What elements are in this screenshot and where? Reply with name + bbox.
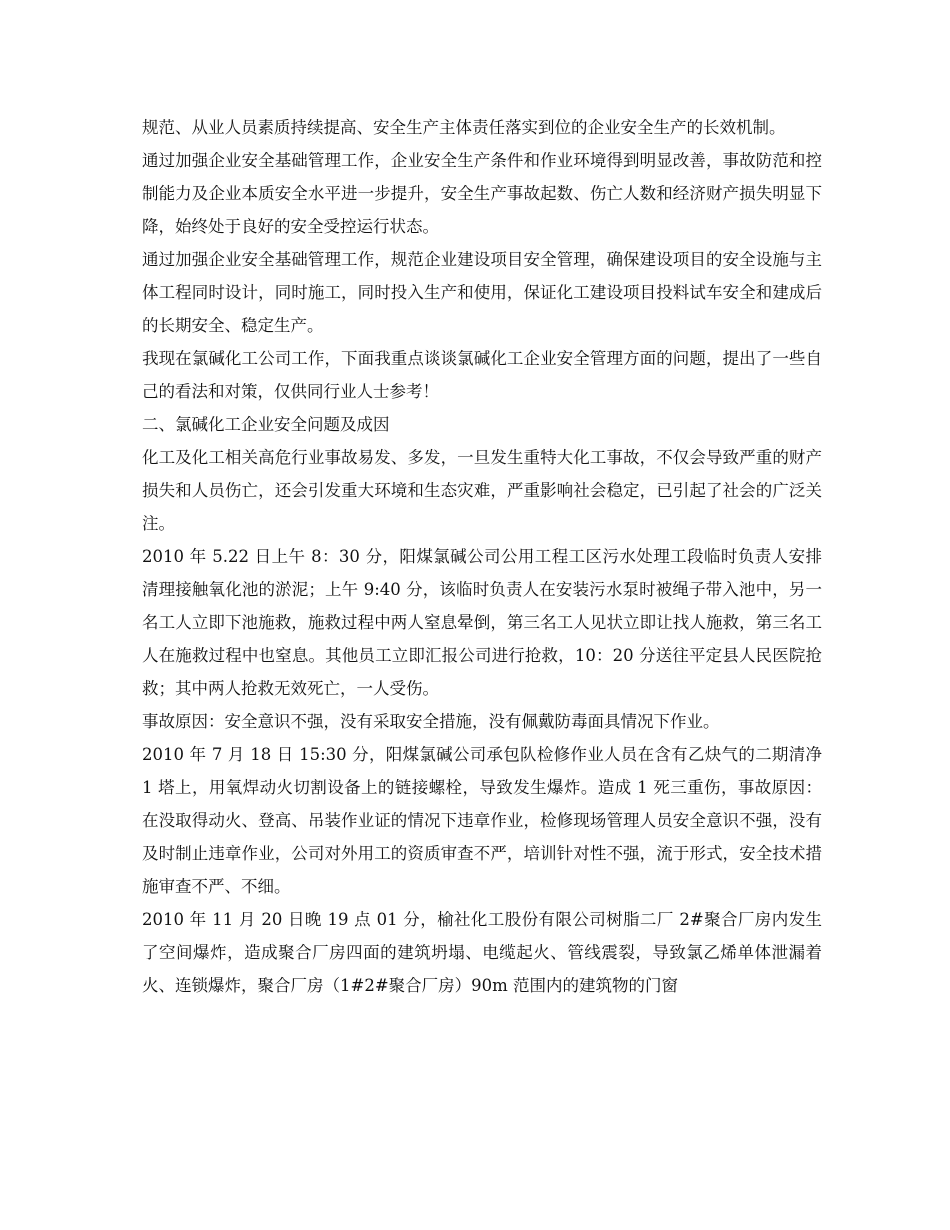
paragraph-mechanism: 规范、从业人员素质持续提高、安全生产主体责任落实到位的企业安全生产的长效机制。 [142, 118, 786, 137]
section-heading: 二、氯碱化工企业安全问题及成因 [142, 415, 390, 434]
paragraph-accident-may: 2010 年 5.22 日上午 8：30 分，阳煤氯碱公司公用工程工区污水处理工段临时负责人安排清理接触氧化池的淤泥；上午 9:40 分，该临时负责人在安装污水泵时被绳子带入池中，另一名工人立即下池施救，施救过程中两人窒息晕倒，第三名工人见状立即让找人施救，第三名工人在施救过程中也窒息。其他员工立即汇报公司进行抢救，10：20 分送往平定县人民医院抢救；其中两人抢救无效死亡，一人受伤。 [142, 547, 822, 698]
paragraph-project-safety: 通过加强企业安全基础管理工作，规范企业建设项目安全管理，确保建设项目的安全设施与主体工程同时设计，同时施工，同时投入生产和使用，保证化工建设项目投料试车安全和建成后的长期安全、稳定生产。 [142, 250, 822, 335]
paragraph-accident-cause: 事故原因：安全意识不强，没有采取安全措施，没有佩戴防毒面具情况下作业。 [142, 712, 720, 731]
paragraph-industry-risk: 化工及化工相关高危行业事故易发、多发，一旦发生重特大化工事故，不仅会导致严重的财产损失和人员伤亡，还会引发重大环境和生态灾难，严重影响社会稳定，已引起了社会的广泛关注。 [142, 448, 822, 533]
paragraph-accident-july: 2010 年 7 月 18 日 15:30 分，阳煤氯碱公司承包队检修作业人员在含有乙炔气的二期清净 1 塔上，用氧焊动火切割设备上的链接螺栓，导致发生爆炸。造成 1 死三重伤，事故原因：在没取得动火、登高、吊装作业证的情况下违章作业，检修现场管理人员安全意识不强，没有及时制止违章作业，公司对外用工的资质审查不严，培训针对性不强，流于形式，安全技术措施审查不严、不细。 [142, 745, 822, 896]
paragraph-environment-improvement: 通过加强企业安全基础管理工作，企业安全生产条件和作业环境得到明显改善，事故防范和控制能力及企业本质安全水平进一步提升，安全生产事故起数、伤亡人数和经济财产损失明显下降，始终处于良好的安全受控运行状态。 [142, 151, 822, 236]
paragraph-accident-november: 2010 年 11 月 20 日晚 19 点 01 分，榆社化工股份有限公司树脂二厂 2#聚合厂房内发生了空间爆炸，造成聚合厂房四面的建筑坍塌、电缆起火、管线震裂，导致氯乙烯单体泄漏着火、连锁爆炸，聚合厂房（1#2#聚合厂房）90m 范围内的建筑物的门窗 [142, 910, 822, 995]
document-body [142, 111, 822, 1002]
paragraph-author-intro: 我现在氯碱化工公司工作，下面我重点谈谈氯碱化工企业安全管理方面的问题，提出了一些自己的看法和对策，仅供同行业人士参考！ [142, 349, 822, 401]
